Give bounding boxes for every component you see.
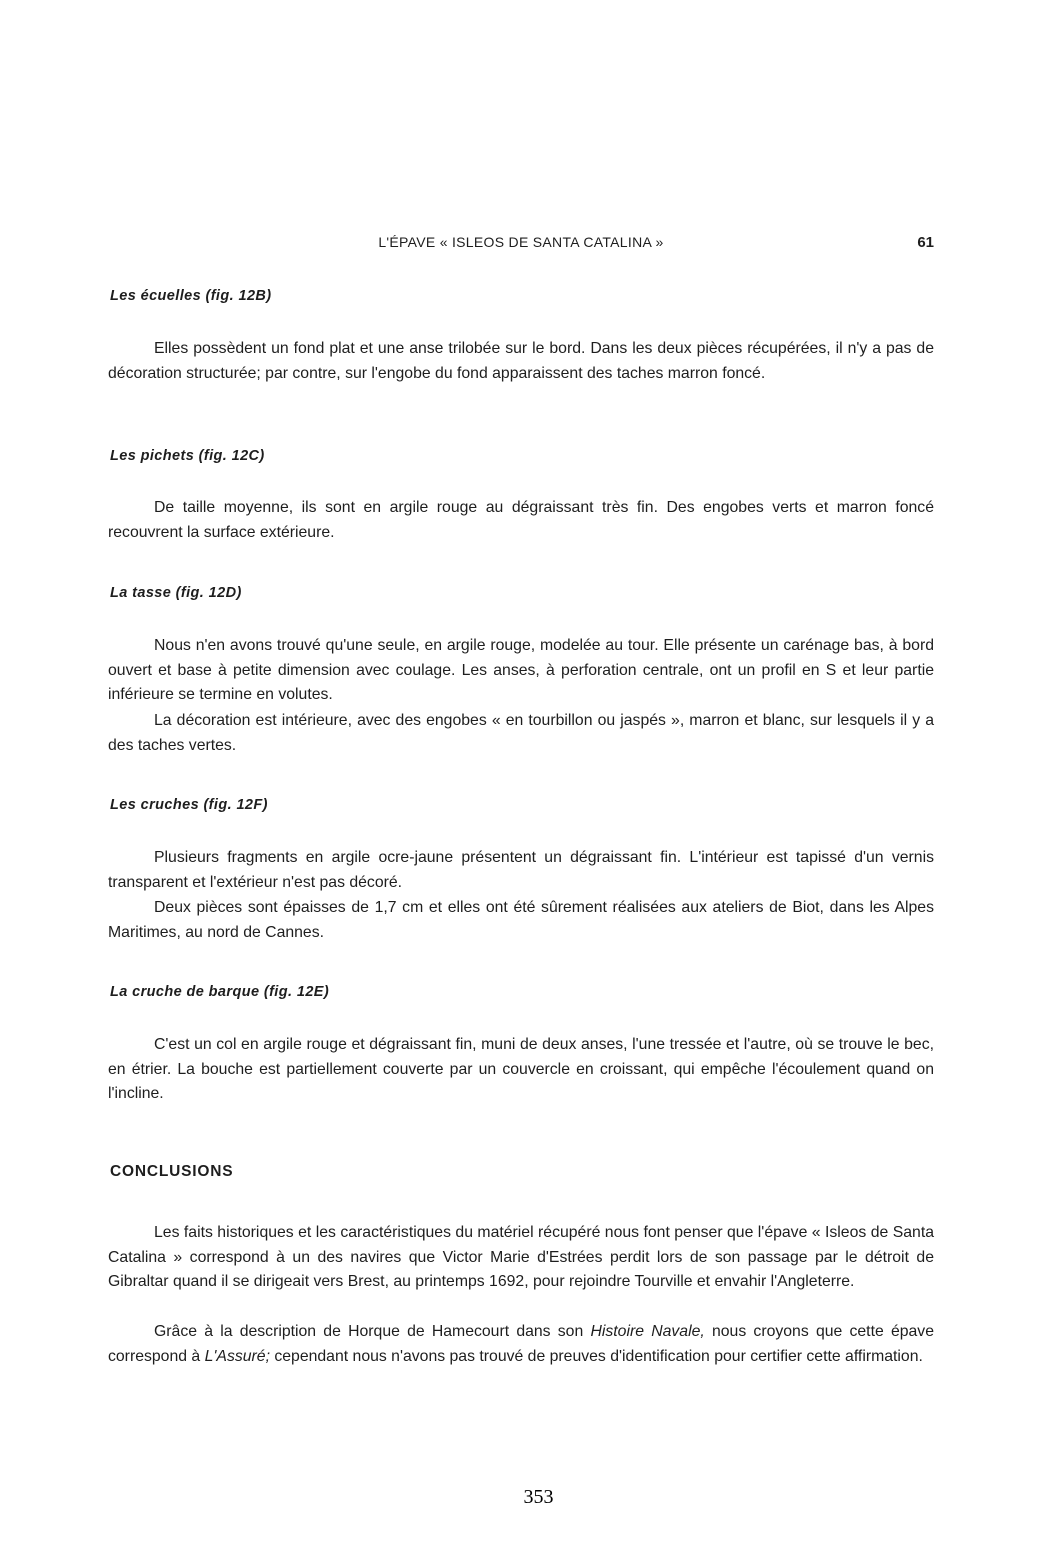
running-head-title: L'ÉPAVE « ISLEOS DE SANTA CATALINA »: [378, 234, 664, 250]
running-head: [108, 234, 934, 256]
paragraph-cruches-1: Plusieurs fragments en argile ocre-jaune présentent un dégraissant fin. L'intérieur est tapissé d'un vernis transparent et l'extérieur n'est pas décoré.: [108, 849, 934, 891]
folio-page-number: 353: [523, 1486, 554, 1508]
conclusions-2-text-a: Grâce à la description de Horque de Hamecourt dans son: [154, 1323, 591, 1340]
paragraph-pichets-1: De taille moyenne, ils sont en argile rouge au dégraissant très fin. Des engobes verts et marron foncé recouvrent la surface extérieure.: [108, 499, 934, 541]
section-heading-cruche-de-barque: La cruche de barque (fig. 12E): [110, 984, 330, 1000]
book-title-histoire-navale: Histoire Navale,: [590, 1323, 705, 1340]
section-heading-cruches: Les cruches (fig. 12F): [110, 797, 268, 813]
section-heading-pichets: Les pichets (fig. 12C): [110, 448, 265, 464]
paragraph-conclusions-2: [108, 1320, 934, 1369]
paragraph-tasse-1: Nous n'en avons trouvé qu'une seule, en argile rouge, modelée au tour. Elle présente un carénage bas, à bord ouvert et base à petite dimension avec coulage. Les anses, à perforation centrale, ont un profil en S et leur partie inférieure se termine en volutes.: [108, 637, 934, 703]
ship-name-l-assure: L'Assuré;: [204, 1347, 270, 1365]
paragraph-cruches-2: Deux pièces sont épaisses de 1,7 cm et elles ont été sûrement réalisées aux ateliers de Biot, dans les Alpes Maritimes, au nord de Cannes.: [108, 899, 934, 941]
conclusions-2-text-c: cependant nous n'avons pas trouvé de preuves d'identification pour certifier cette affirmation.: [269, 1347, 923, 1365]
section-heading-ecuelles: Les écuelles (fig. 12B): [110, 288, 272, 304]
conclusions-2-text-b: nous croyons que cette épave correspond à: [108, 1323, 934, 1365]
section-heading-tasse: La tasse (fig. 12D): [110, 585, 242, 601]
paragraph-ecuelles-1: Elles possèdent un fond plat et une anse trilobée sur le bord. Dans les deux pièces récupérées, il n'y a pas de décoration structurée; par contre, sur l'engobe du fond apparaissent des taches marron foncé.: [108, 340, 934, 382]
paragraph-cruche-de-barque-1: C'est un col en argile rouge et dégraissant fin, muni de deux anses, l'une tressée et l'autre, où se trouve le bec, en étrier. La bouche est partiellement couverte par un couvercle en croissant, qui empêche l'écoulement quand on l'incline.: [108, 1036, 934, 1102]
running-head-page-number: 61: [917, 234, 934, 251]
paragraph-conclusions-1: Les faits historiques et les caractéristiques du matériel récupéré nous font penser que l'épave « Isleos de Santa Catalina » correspond à un des navires que Victor Marie d'Estrées perdit lors de son passage par le détroit de Gibraltar quand il se dirigeait vers Brest, au printemps 1692, pour rejoindre Tourville et envahir l'Angleterre.: [108, 1224, 934, 1290]
paragraph-tasse-2: La décoration est intérieure, avec des engobes « en tourbillon ou jaspés », marron et blanc, sur lesquels il y a des taches vertes.: [108, 712, 934, 754]
section-heading-conclusions: CONCLUSIONS: [110, 1163, 234, 1180]
